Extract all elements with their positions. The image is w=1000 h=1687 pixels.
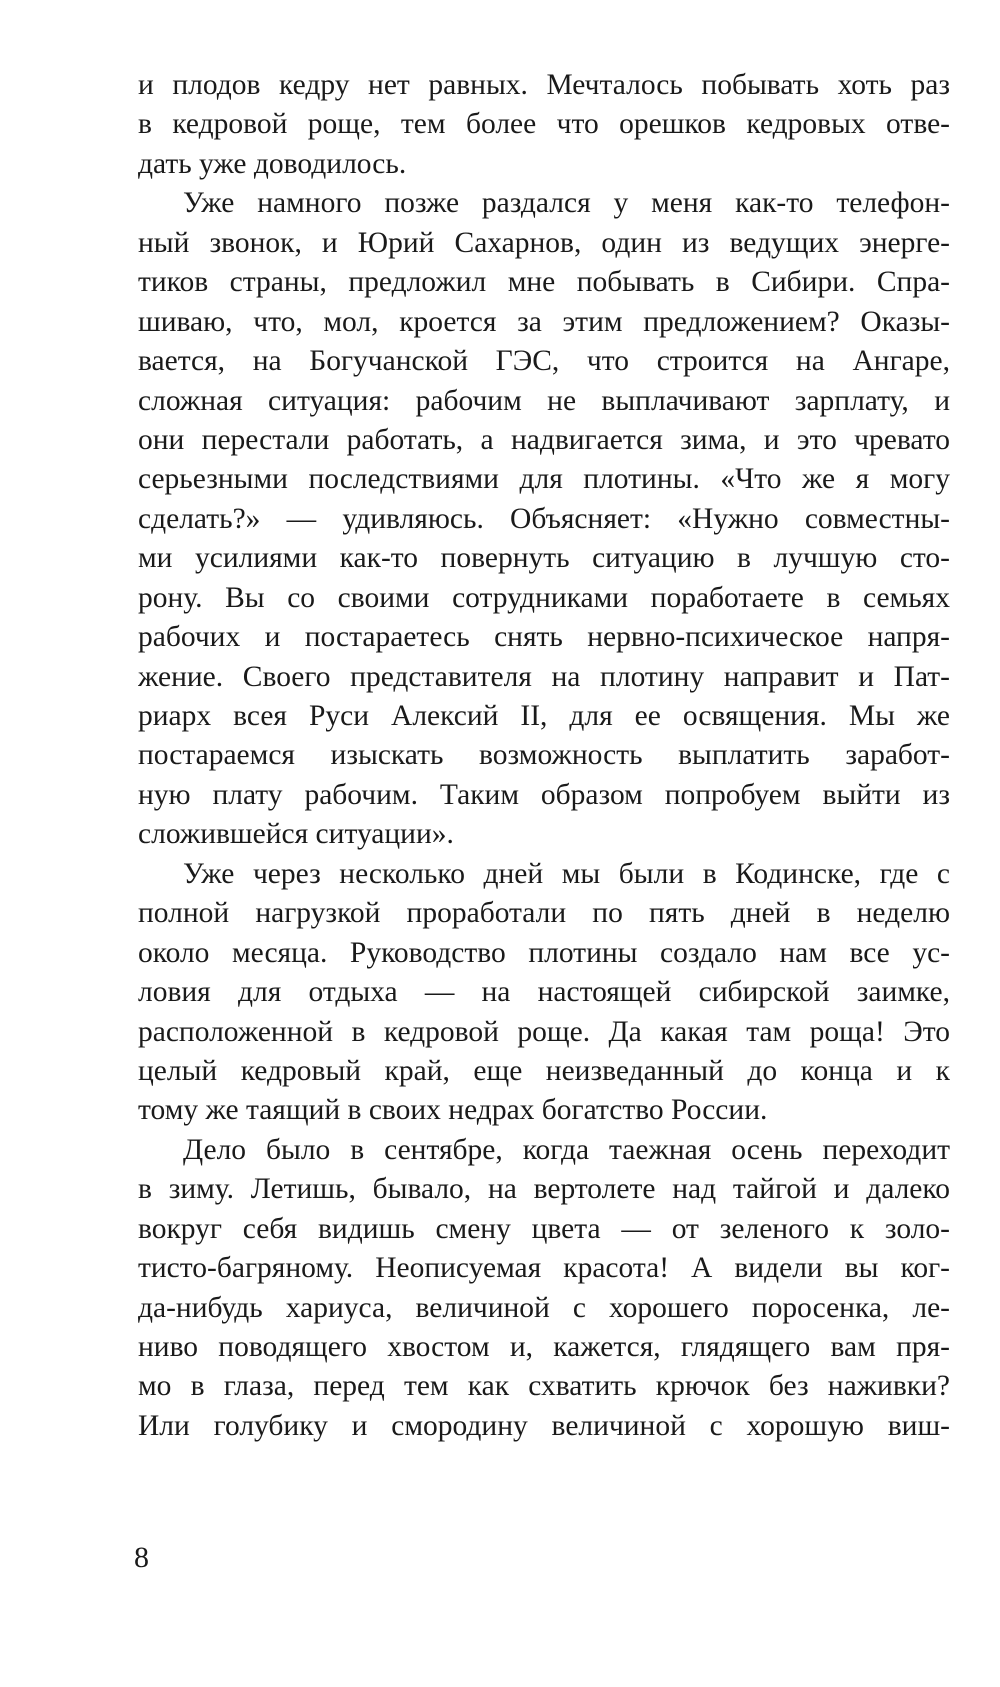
text-line: полной нагрузкой проработали по пять дней в неделю (138, 897, 950, 930)
text-line: ловия для отдыха — на настоящей сибирской заимке, (138, 976, 950, 1009)
text-line: сложившейся ситуации». (138, 818, 454, 851)
text-line: целый кедровый край, еще неизведанный до конца и к (138, 1054, 950, 1087)
text-line: около месяца. Руководство плотины создало нам все ус- (138, 936, 950, 969)
text-line: рону. Вы со своими сотрудниками поработаете в семьях (138, 581, 950, 614)
text-line: дать уже доводилось. (138, 147, 407, 180)
text-line: тому же таящий в своих недрах богатство России. (138, 1094, 768, 1127)
text-line: да-нибудь хариуса, величиной с хорошего поросенка, ле- (138, 1291, 950, 1324)
text-line: сделать?» — удивляюсь. Объясняет: «Нужно совместны- (138, 502, 950, 535)
text-line: вается, на Богучанской ГЭС, что строится на Ангаре, (138, 345, 950, 378)
text-line: ную плату рабочим. Таким образом попробуем выйти из (138, 778, 950, 811)
text-line: вокруг себя видишь смену цвета — от зеленого к золо- (138, 1212, 950, 1245)
paragraph-first-line: Уже через несколько дней мы были в Кодинске, где с (183, 857, 950, 890)
paragraph-first-line: Дело было в сентябре, когда таежная осень переходит (183, 1133, 950, 1166)
text-line: серьезными последствиями для плотины. «Что же я могу (138, 463, 950, 496)
text-line: ниво поводящего хвостом и, кажется, глядящего вам пря- (138, 1331, 950, 1363)
body-text (138, 66, 950, 1446)
text-line: и плодов кедру нет равных. Мечталось побывать хоть раз (138, 69, 950, 101)
text-line: тисто-багряному. Неописуемая красота! А видели вы ког- (138, 1252, 950, 1285)
text-line: ми усилиями как-то повернуть ситуацию в лучшую сто- (138, 542, 950, 575)
text-line: постараемся изыскать возможность выплатить заработ- (138, 739, 950, 772)
text-line: рабочих и постараетесь снять нервно-психическое напря- (138, 621, 950, 654)
text-line: риарх всея Руси Алексий II, для ее освящения. Мы же (138, 700, 950, 732)
text-line: они перестали работать, а надвигается зима, и это чревато (138, 423, 950, 456)
text-line: ный звонок, и Юрий Сахарнов, один из ведущих энерге- (138, 226, 950, 259)
text-line: Или голубику и смородину величиной с хорошую виш- (138, 1409, 950, 1442)
text-line: жение. Своего представителя на плотину направит и Пат- (138, 660, 950, 693)
text-line: шиваю, что, мол, кроется за этим предложением? Оказы- (138, 305, 950, 338)
text-line: в кедровой роще, тем более что орешков кедровых отве- (138, 108, 950, 141)
text-line: мо в глаза, перед тем как схватить крючок без наживки? (138, 1370, 950, 1403)
text-line: сложная ситуация: рабочим не выплачивают зарплату, и (138, 384, 950, 417)
text-line: расположенной в кедровой роще. Да какая там роща! Это (138, 1015, 950, 1048)
text-line: в зиму. Летишь, бывало, на вертолете над тайгой и далеко (138, 1173, 950, 1206)
text-line: тиков страны, предложил мне побывать в Сибири. Спра- (138, 266, 950, 299)
page-number: 8 (134, 1541, 149, 1574)
paragraph-first-line: Уже намного позже раздался у меня как-то телефон- (183, 187, 950, 220)
